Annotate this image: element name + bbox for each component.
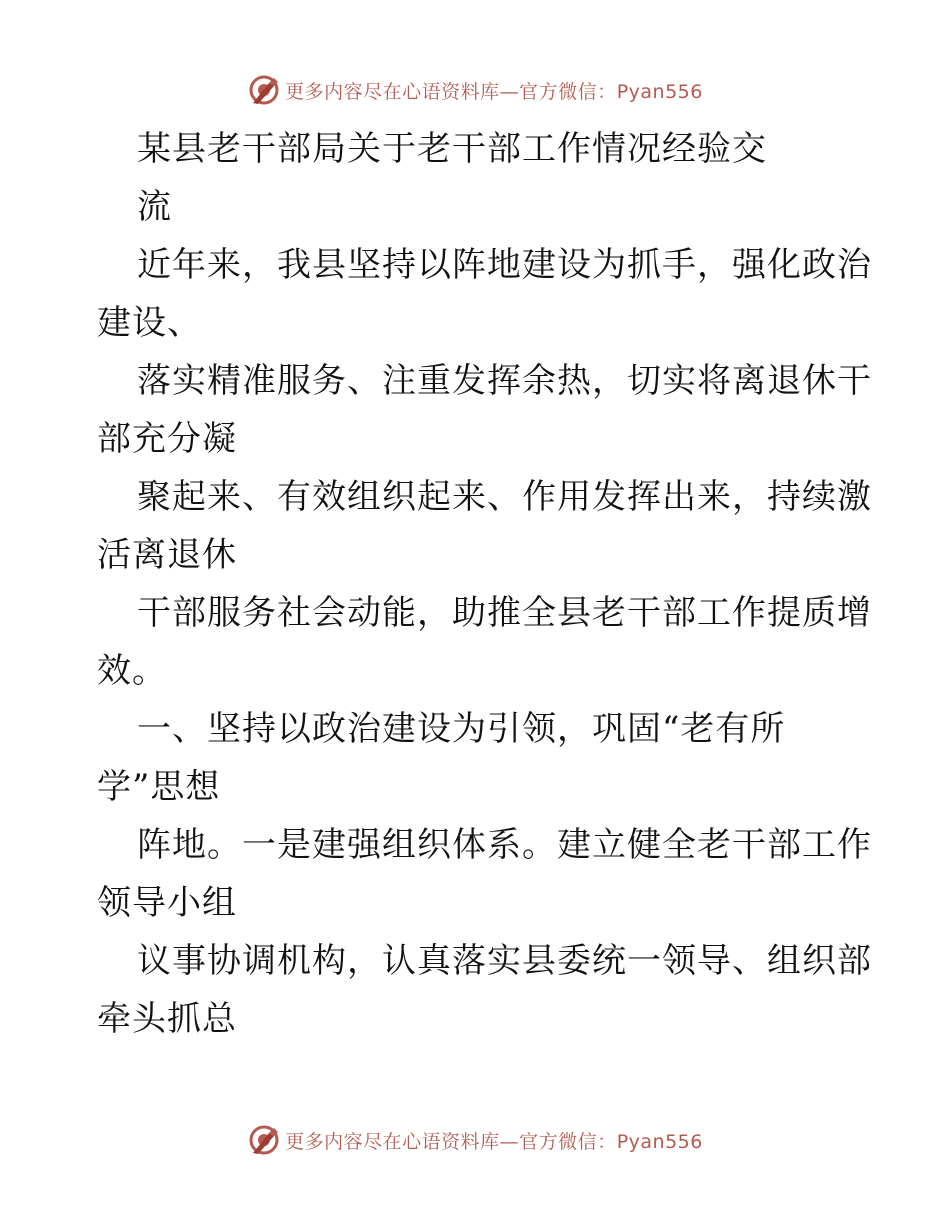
paragraph-line: 领导小组 — [97, 883, 237, 923]
paragraph-line: 阵地。一是建强组织体系。建立健全老干部工作 — [137, 825, 872, 865]
watermark-separator: — — [499, 80, 520, 103]
watermark-main: 更多内容尽在心语资料库 — [285, 80, 500, 103]
watermark-wechat-id: Pyan556 — [616, 80, 703, 103]
watermark-main: 更多内容尽在心语资料库 — [285, 1130, 500, 1153]
watermark-wechat-label: 官方微信： — [519, 80, 617, 103]
paragraph-line: 干部服务社会动能，助推全县老干部工作提质增 — [137, 593, 872, 633]
paragraph-line: 近年来，我县坚持以阵地建设为抓手，强化政治 — [137, 245, 872, 285]
watermark-wechat-id: Pyan556 — [616, 1130, 703, 1153]
watermark-wechat-label: 官方微信： — [519, 1130, 617, 1153]
paragraph-line: 牵头抓总 — [97, 999, 237, 1039]
paragraph-line: 效。 — [97, 651, 167, 691]
paragraph-line: 流 — [137, 187, 172, 227]
paragraph-line: 活离退休 — [97, 535, 237, 575]
pen-logo-icon — [247, 1123, 281, 1157]
document-body — [97, 120, 872, 1048]
paragraph-line: 建设、 — [97, 303, 202, 343]
paragraph-line: 部充分凝 — [97, 419, 237, 459]
watermark-text — [285, 77, 703, 104]
paragraph-line: 聚起来、有效组织起来、作用发挥出来，持续激 — [137, 477, 872, 517]
paragraph-line: 议事协调机构，认真落实县委统一领导、组织部 — [137, 941, 872, 981]
paragraph-line: 学”思想 — [97, 767, 221, 807]
paragraph-line: 一、坚持以政治建设为引领，巩固“老有所 — [137, 709, 786, 749]
document-title-line: 某县老干部局关于老干部工作情况经验交 — [137, 129, 767, 169]
watermark-header — [0, 70, 950, 110]
watermark-footer — [0, 1120, 950, 1160]
pen-logo-icon — [247, 73, 281, 107]
watermark-separator: — — [499, 1130, 520, 1153]
paragraph-line: 落实精准服务、注重发挥余热，切实将离退休干 — [137, 361, 872, 401]
watermark-text — [285, 1127, 703, 1154]
